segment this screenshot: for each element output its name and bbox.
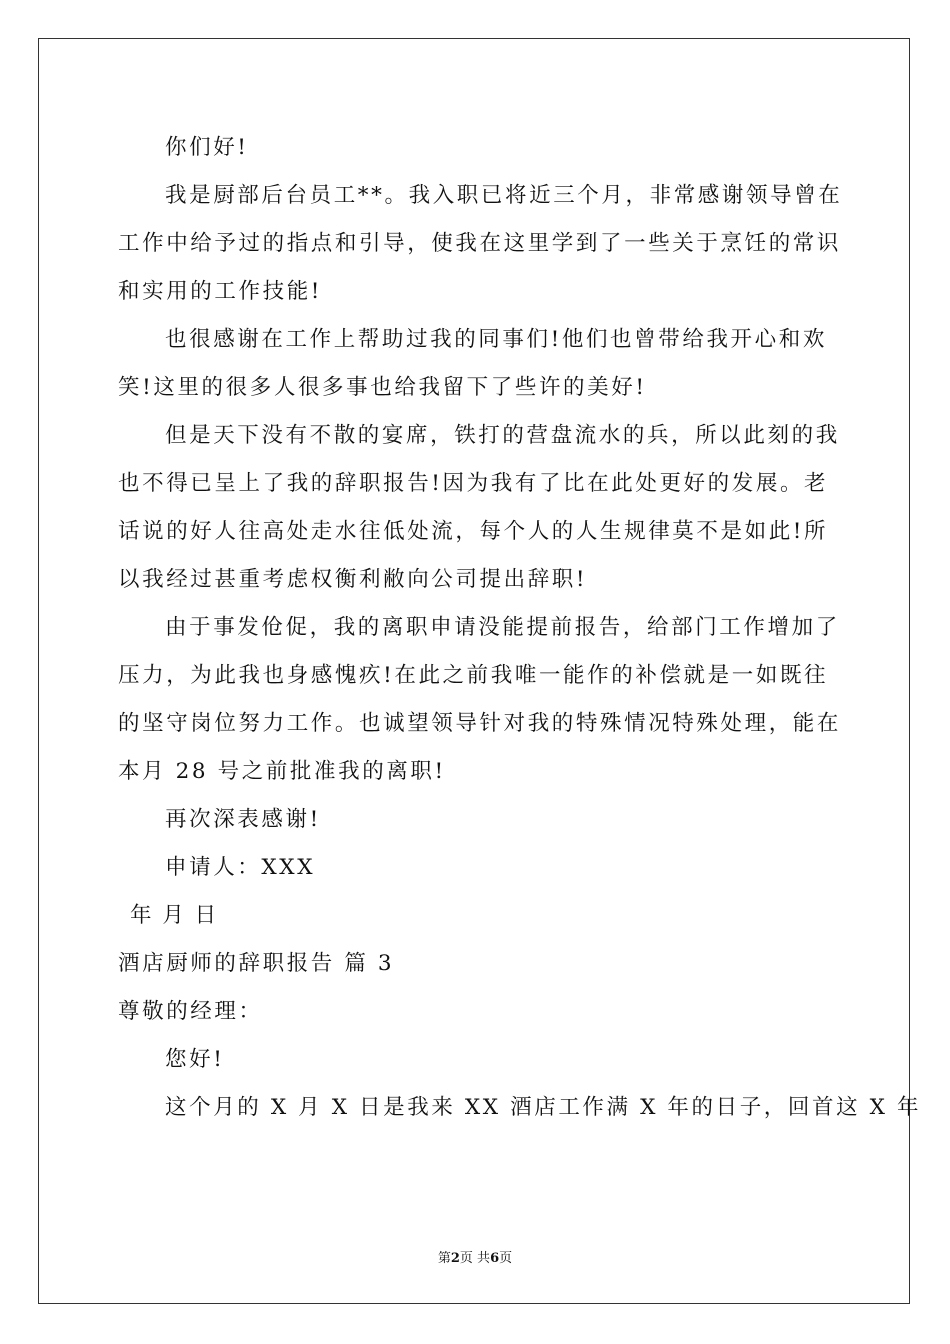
paragraph-line: 也很感谢在工作上帮助过我的同事们!他们也曾带给我开心和欢 bbox=[165, 327, 827, 352]
paragraph-line: 工作中给予过的指点和引导，使我在这里学到了一些关于烹饪的常识 bbox=[118, 231, 842, 256]
paragraph-line: 和实用的工作技能! bbox=[118, 279, 323, 304]
paragraph-line: 也不得已呈上了我的辞职报告!因为我有了比在此处更好的发展。老 bbox=[118, 471, 829, 496]
footer-middle: 页 共 bbox=[459, 1251, 491, 1266]
footer-prefix: 第 bbox=[437, 1251, 451, 1266]
paragraph-line: 的坚守岗位努力工作。也诚望领导针对我的特殊情况特殊处理，能在 bbox=[118, 711, 842, 736]
document-body bbox=[118, 124, 922, 1132]
footer-suffix: 页 bbox=[499, 1251, 513, 1266]
paragraph-line: 以我经过甚重考虑权衡利敝向公司提出辞职! bbox=[118, 567, 588, 592]
current-page-number: 2 bbox=[450, 1251, 460, 1266]
greeting-line: 您好! bbox=[165, 1047, 225, 1072]
section-heading: 酒店厨师的辞职报告 篇 3 bbox=[118, 951, 395, 976]
salutation-line: 尊敬的经理： bbox=[118, 999, 263, 1024]
greeting-line: 你们好! bbox=[165, 135, 249, 160]
paragraph-line: 这个月的 X 月 X 日是我来 XX 酒店工作满 X 年的日子，回首这 X 年 bbox=[165, 1095, 922, 1120]
paragraph-line: 笑!这里的很多人很多事也给我留下了些许的美好! bbox=[118, 375, 647, 400]
date-line: 年 月 日 bbox=[130, 903, 219, 928]
page-number-footer bbox=[0, 1247, 950, 1266]
applicant-line: 申请人：XXX bbox=[165, 855, 316, 880]
paragraph-line: 由于事发伧促，我的离职申请没能提前报告，给部门工作增加了 bbox=[165, 615, 840, 640]
total-pages-number: 6 bbox=[490, 1251, 500, 1266]
paragraph-line: 但是天下没有不散的宴席，铁打的营盘流水的兵，所以此刻的我 bbox=[165, 423, 840, 448]
paragraph-line: 我是厨部后台员工**。我入职已将近三个月，非常感谢领导曾在 bbox=[165, 183, 843, 208]
paragraph-line: 话说的好人往高处走水往低处流，每个人的人生规律莫不是如此!所 bbox=[118, 519, 829, 544]
paragraph-line: 压力，为此我也身感愧疚!在此之前我唯一能作的补偿就是一如既往 bbox=[118, 663, 829, 688]
closing-line: 再次深表感谢! bbox=[165, 807, 321, 832]
paragraph-line: 本月 28 号之前批准我的离职! bbox=[118, 759, 446, 784]
